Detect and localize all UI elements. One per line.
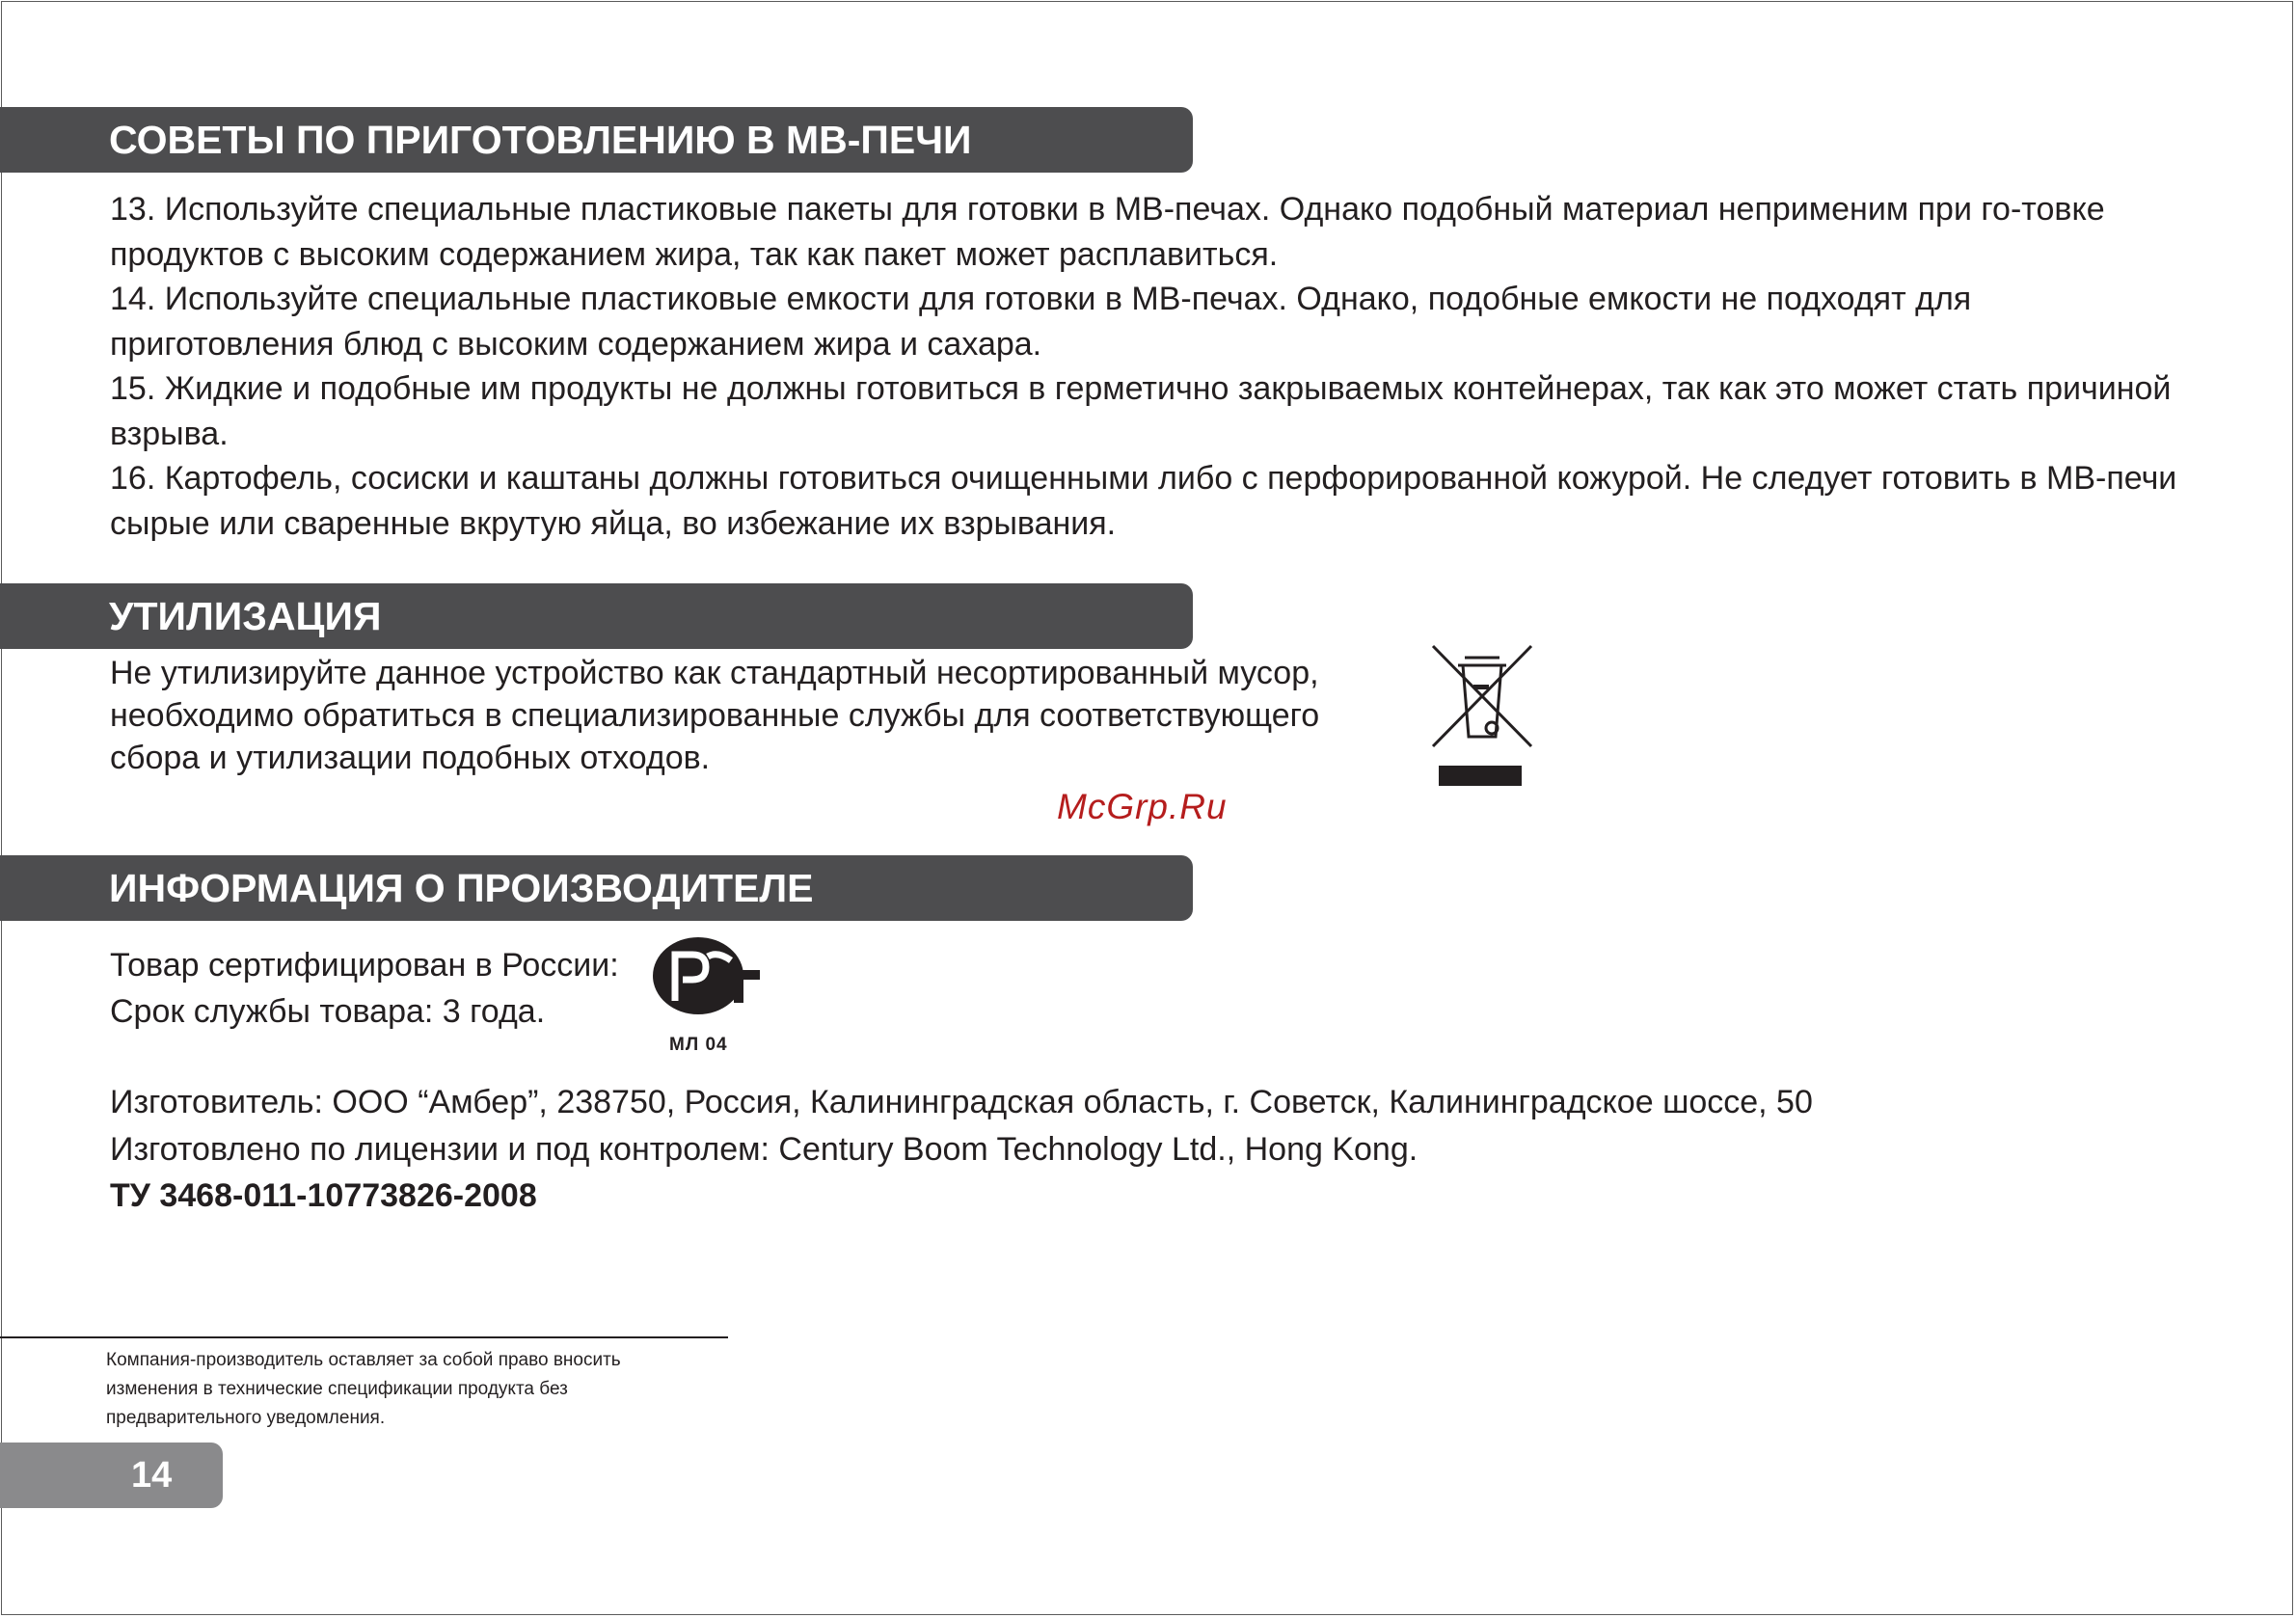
disposal-line: необходимо обратиться в специализированные службы для соответствующего — [110, 697, 1320, 734]
tip-item-13: 13. Используйте специальные пластиковые пакеты для готовки в МВ-печах. Однако подобный материал неприменим при го-товке продуктов с высоким содержанием жира, так как пакет может расплавиться. — [110, 191, 2105, 273]
service-life: Срок службы товара: 3 года. — [110, 993, 546, 1030]
crossed-out-wheelie-bin-icon — [1431, 644, 1533, 789]
certified-label: Товар сертифицирован в России: — [110, 947, 619, 984]
tip-item-16: 16. Картофель, сосиски и каштаны должны готовиться очищенными либо с перфорированной кожурой. Не следует готовить в МВ-печи сырые или сваренные вкрутую яйца, во избежание их взрывания. — [110, 460, 2177, 542]
footnote-line: предварительного уведомления. — [106, 1408, 386, 1428]
footnote-line: Компания-производитель оставляет за собой право вносить — [106, 1350, 621, 1370]
technical-specification-code: ТУ 3468-011-10773826-2008 — [110, 1177, 537, 1214]
manufacturer-details — [110, 1079, 2135, 1220]
license-info: Изготовлено по лицензии и под контролем: Century Boom Technology Ltd., Hong Kong. — [110, 1130, 1418, 1168]
disposal-line: Не утилизируйте данное устройство как стандартный несортированный мусор, — [110, 655, 1319, 691]
footnote-line: изменения в технические спецификации продукта без — [106, 1379, 568, 1399]
cooking-tips-list — [110, 187, 2183, 546]
tip-item-15: 15. Жидкие и подобные им продукты не должны готовиться в герметично закрываемых контейнерах, так как это может стать причиной взрыва. — [110, 370, 2172, 452]
section-header-disposal: УТИЛИЗАЦИЯ — [0, 583, 1193, 649]
section-header-manufacturer: ИНФОРМАЦИЯ О ПРОИЗВОДИТЕЛЕ — [0, 855, 1193, 921]
certification-code: МЛ 04 — [669, 1035, 728, 1055]
footnote — [106, 1346, 733, 1433]
page-number: 14 — [0, 1443, 223, 1508]
tip-item-14: 14. Используйте специальные пластиковые емкости для готовки в МВ-печах. Однако, подобные емкости не подходят для приготовления блюд с высоким содержанием жира и сахара. — [110, 281, 1972, 363]
manufacturer-address: Изготовитель: ООО “Амбер”, 238750, Россия, Калининградская область, г. Советск, Калининградское шоссе, 50 — [110, 1084, 1813, 1120]
disposal-line: сбора и утилизации подобных отходов. — [110, 740, 711, 776]
certification-text — [110, 942, 650, 1035]
footnote-divider — [0, 1336, 728, 1338]
disposal-text — [110, 652, 1421, 779]
section-header-cooking-tips: СОВЕТЫ ПО ПРИГОТОВЛЕНИЮ В МВ-ПЕЧИ — [0, 107, 1193, 173]
watermark: McGrp.Ru — [1057, 787, 1228, 826]
